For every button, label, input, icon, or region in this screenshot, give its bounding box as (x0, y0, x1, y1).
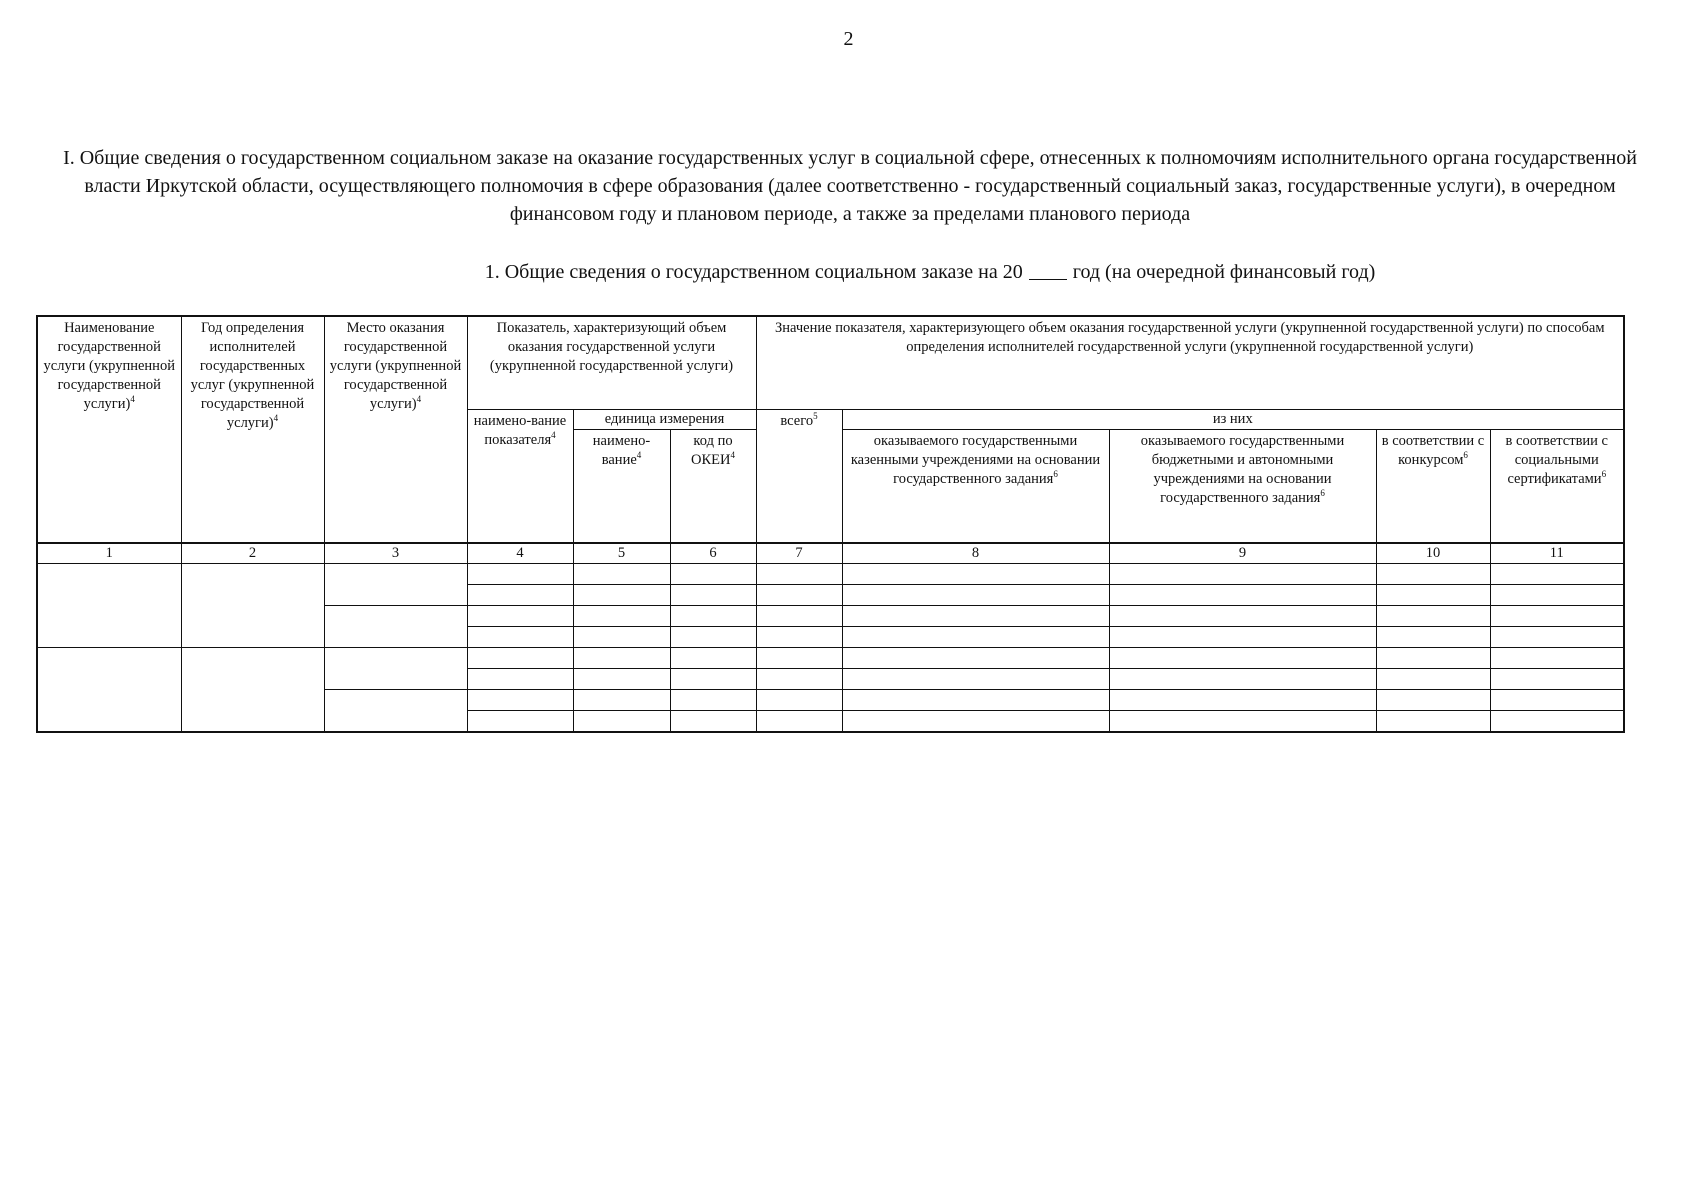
table-cell[interactable] (467, 648, 573, 669)
table-cell[interactable] (842, 606, 1109, 627)
table-cell[interactable] (1490, 606, 1624, 627)
table-cell[interactable] (573, 669, 670, 690)
table-cell[interactable] (670, 585, 756, 606)
table-cell[interactable] (1376, 711, 1490, 733)
table-row (37, 564, 1624, 585)
table-cell[interactable] (573, 585, 670, 606)
table-cell[interactable] (756, 690, 842, 711)
header-col10: в соответствии с конкурсом$^6$ (1376, 430, 1490, 544)
table-cell[interactable] (1490, 585, 1624, 606)
table-cell[interactable] (1490, 711, 1624, 733)
table-cell[interactable] (573, 627, 670, 648)
table-cell[interactable] (756, 669, 842, 690)
table-cell[interactable] (1109, 564, 1376, 585)
table-cell[interactable] (756, 627, 842, 648)
header-col5: наимено-вание$^4$ (573, 430, 670, 544)
header-col11: в соответствии с социальными сертификатами$^6$ (1490, 430, 1624, 544)
table-cell[interactable] (842, 627, 1109, 648)
column-number: 1 (37, 543, 181, 564)
subsection-heading (420, 258, 1440, 286)
header-col9: оказываемого государственными бюджетными и автономными учреждениями на основании государственного задания$^6$ (1109, 430, 1376, 544)
table-cell[interactable] (842, 690, 1109, 711)
header-unit-group: единица измерения (573, 410, 756, 430)
subheading-text-before: 1. Общие сведения о государственном социальном заказе на 20 (484, 261, 1023, 283)
table-row (37, 648, 1624, 669)
table-cell[interactable] (1490, 690, 1624, 711)
table-cell[interactable] (1376, 585, 1490, 606)
table-cell[interactable] (1490, 627, 1624, 648)
table-cell[interactable] (573, 711, 670, 733)
year-blank-field[interactable] (1029, 279, 1067, 280)
table-cell[interactable] (1109, 585, 1376, 606)
column-number: 5 (573, 543, 670, 564)
table-cell[interactable] (1490, 669, 1624, 690)
section-heading: I. Общие сведения о государственном социальном заказе на оказание государственных услуг в социальной сфере, отнесенных к полномочиям исполнительного органа государственной власти Иркутской области, осуществляющего полномочия в сфере образования (далее соответственно - государственный социальный заказ, государственные услуги), в очередном финансовом году и плановом периоде, а также за пределами планового периода (63, 147, 1637, 225)
place-cell[interactable] (324, 564, 467, 606)
table-cell[interactable] (1109, 690, 1376, 711)
table-cell[interactable] (670, 564, 756, 585)
table-cell[interactable] (573, 606, 670, 627)
table-cell[interactable] (467, 627, 573, 648)
place-cell[interactable] (324, 690, 467, 733)
table-cell[interactable] (1490, 648, 1624, 669)
table-cell[interactable] (670, 711, 756, 733)
table-cell[interactable] (467, 669, 573, 690)
place-cell[interactable] (324, 606, 467, 648)
table-cell[interactable] (467, 585, 573, 606)
table-cell[interactable] (756, 564, 842, 585)
service-name-cell[interactable] (37, 648, 181, 733)
column-number: 7 (756, 543, 842, 564)
table-cell[interactable] (573, 690, 670, 711)
table-cell[interactable] (1109, 711, 1376, 733)
table-cell[interactable] (842, 648, 1109, 669)
table-cell[interactable] (756, 648, 842, 669)
place-cell[interactable] (324, 648, 467, 690)
header-value-group: Значение показателя, характеризующего объем оказания государственной услуги (укрупненной государственной услуги) по способам определения исполнителей государственной услуги (укрупненной государственной услуги) (756, 316, 1624, 410)
table-cell[interactable] (756, 585, 842, 606)
header-indicator-group: Показатель, характеризующий объем оказания государственной услуги (укрупненной государственной услуги) (467, 316, 756, 410)
table-cell[interactable] (1376, 669, 1490, 690)
column-number: 6 (670, 543, 756, 564)
table-cell[interactable] (756, 606, 842, 627)
year-cell[interactable] (181, 564, 324, 648)
year-cell[interactable] (181, 648, 324, 733)
header-row-1 (37, 316, 1624, 410)
column-number: 3 (324, 543, 467, 564)
table-cell[interactable] (670, 606, 756, 627)
table-cell[interactable] (573, 648, 670, 669)
table-cell[interactable] (842, 585, 1109, 606)
column-number: 11 (1490, 543, 1624, 564)
table-cell[interactable] (756, 711, 842, 733)
header-col7: всего$^5$ (756, 410, 842, 544)
header-col1: Наименование государственной услуги (укрупненной государственной услуги)$^4$ (37, 316, 181, 543)
table-cell[interactable] (670, 627, 756, 648)
table-cell[interactable] (1109, 648, 1376, 669)
table-cell[interactable] (842, 669, 1109, 690)
column-number: 10 (1376, 543, 1490, 564)
table-cell[interactable] (1376, 564, 1490, 585)
header-col6: код по ОКЕИ$^4$ (670, 430, 756, 544)
social-order-table (36, 315, 1625, 733)
column-number: 8 (842, 543, 1109, 564)
column-number: 2 (181, 543, 324, 564)
table-cell[interactable] (1490, 564, 1624, 585)
table-cell[interactable] (842, 564, 1109, 585)
table-cell[interactable] (670, 690, 756, 711)
table-cell[interactable] (1376, 690, 1490, 711)
header-col2: Год определения исполнителей государственных услуг (укрупненной государственной услуги)$^4$ (181, 316, 324, 543)
subheading-text-after: год (на очередной финансовый год) (1072, 261, 1376, 283)
header-col4: наимено-вание показателя$^4$ (467, 410, 573, 544)
table-cell[interactable] (467, 564, 573, 585)
table-cell[interactable] (1109, 606, 1376, 627)
header-of-them: из них (842, 410, 1624, 430)
column-number: 9 (1109, 543, 1376, 564)
table-cell[interactable] (670, 669, 756, 690)
table-cell[interactable] (670, 648, 756, 669)
header-col3: Место оказания государственной услуги (укрупненной государственной услуги)$^4$ (324, 316, 467, 543)
service-name-cell[interactable] (37, 564, 181, 648)
column-number-row (37, 543, 1624, 564)
column-number: 4 (467, 543, 573, 564)
table-cell[interactable] (573, 564, 670, 585)
table-cell[interactable] (467, 606, 573, 627)
table-cell[interactable] (467, 711, 573, 733)
table-cell[interactable] (1109, 627, 1376, 648)
table-cell[interactable] (1376, 648, 1490, 669)
page-number: 2 (843, 28, 854, 50)
table-cell[interactable] (1376, 606, 1490, 627)
table-cell[interactable] (1376, 627, 1490, 648)
header-col8: оказываемого государственными казенными учреждениями на основании государственного задания$^6$ (842, 430, 1109, 544)
table-cell[interactable] (1109, 669, 1376, 690)
table-cell[interactable] (842, 711, 1109, 733)
table-cell[interactable] (467, 690, 573, 711)
